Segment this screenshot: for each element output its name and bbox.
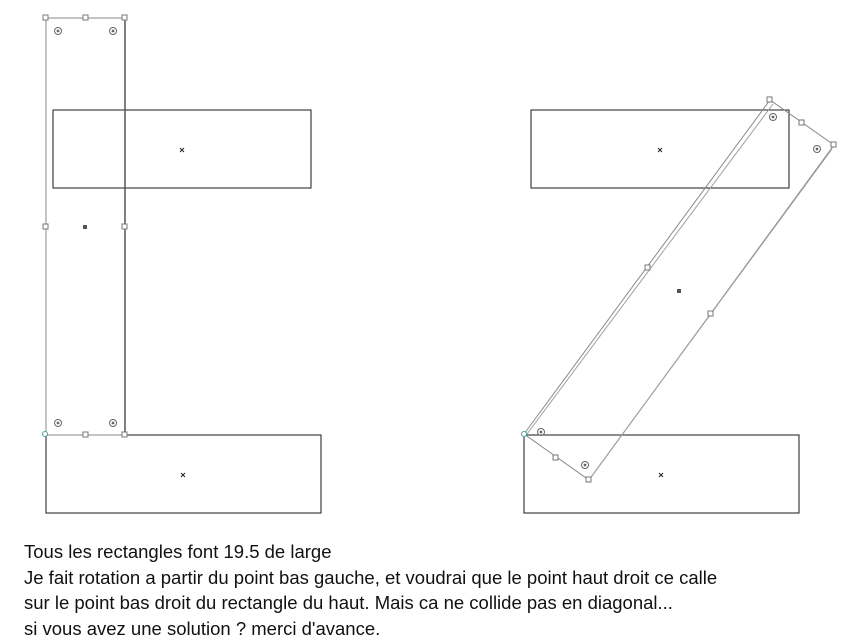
selection-handles[interactable] [553,97,836,482]
right-top-rectangle[interactable] [531,110,789,188]
left-figure [43,15,322,513]
circle-dot-icon[interactable] [110,420,117,427]
anchor-point-icon[interactable] [43,432,48,437]
caption-line: sur le point bas droit du rectangle du haut. Mais ca ne collide pas en diagonal... [24,592,673,613]
left-top-rectangle[interactable] [53,110,311,188]
small-square-icon[interactable] [645,265,650,270]
cross-mark-icon [180,148,184,152]
circle-dot-icon[interactable] [55,420,62,427]
cross-mark-icon [659,473,663,477]
small-square-icon[interactable] [43,15,48,20]
cross-mark-icon [658,148,662,152]
circle-dot-icon[interactable] [538,429,545,436]
small-square-icon[interactable] [553,455,558,460]
small-square-icon[interactable] [83,15,88,20]
small-square-icon[interactable] [122,224,127,229]
small-square-icon[interactable] [122,432,127,437]
caption-line: Tous les rectangles font 19.5 de large [24,541,332,562]
small-square-icon[interactable] [831,142,836,147]
filled-dot-icon [677,289,681,293]
right-figure [522,97,837,513]
small-square-icon[interactable] [767,97,772,102]
small-square-icon[interactable] [122,15,127,20]
small-square-icon[interactable] [43,224,48,229]
small-square-icon[interactable] [799,120,804,125]
cross-mark-icon [181,473,185,477]
caption-line: si vous avez une solution ? merci d'avance. [24,617,381,639]
circle-dot-icon[interactable] [582,462,589,469]
circle-dot-icon[interactable] [814,146,821,153]
anchor-point-icon[interactable] [522,432,527,437]
small-square-icon[interactable] [586,477,591,482]
small-square-icon[interactable] [83,432,88,437]
circle-dot-icon[interactable] [55,28,62,35]
caption-text [24,539,839,641]
filled-dot-icon [83,225,87,229]
small-square-icon[interactable] [708,311,713,316]
circle-dot-icon[interactable] [770,114,777,121]
caption-line: Je fait rotation a partir du point bas gauche, et voudrai que le point haut droit ce calle [24,566,718,588]
circle-dot-icon[interactable] [110,28,117,35]
